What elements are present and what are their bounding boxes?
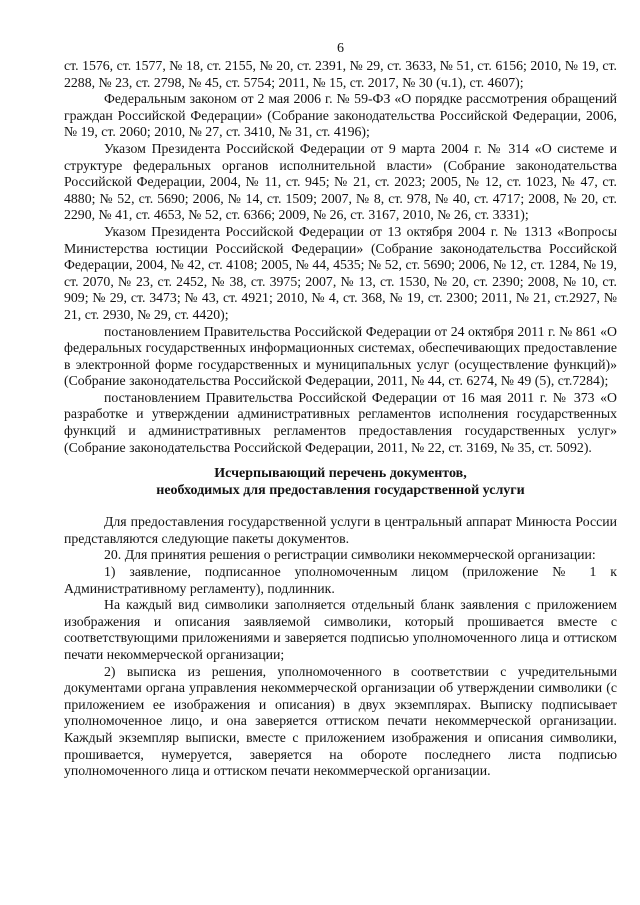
section-paragraph-subitem-2: 2) выписка из решения, уполномоченного в соответствии с учредительными документами органа управления некоммерческой организации об утверждении символики (с приложением ее изображения и описания) в двух экземплярах. Выписку подписывает уполномоченное лицо, и она заверяется оттиском печати некоммерческой организации. Каждый экземпляр выписки, вместе с приложением изображения и описания символики, прошивается, нумеруется, заверяется на обороте последнего листа подписью уполномоченного лица и оттиском печати некоммерческой организации. (64, 663, 617, 779)
document-body (64, 58, 617, 780)
legal-reference-paragraph: постановлением Правительства Российской Федерации от 24 октября 2011 г. № 861 «О федеральных государственных информационных системах, обеспечивающих предоставление в электронной форме государственных и муниципальных услуг (осуществление функций)» (Собрание законодательства Российской Федерации, 2011, № 44, ст. 6274, № 49 (5), ст.7284); (64, 323, 617, 389)
section-paragraph: На каждый вид символики заполняется отдельный бланк заявления с приложением изображения и описания заявляемой символики, который прошивается вместе с соответствующими приложениями и заверяется подписью уполномоченного лица и оттиском печати некоммерческой организации; (64, 597, 617, 662)
section-heading-line-2: необходимых для предоставления государственной услуги (156, 483, 525, 499)
section-heading-line-1: Исчерпывающий перечень документов, (214, 466, 467, 482)
section-paragraph: Для предоставления государственной услуги в центральный аппарат Минюста России представляются следующие пакеты документов. (64, 514, 617, 546)
legal-reference-paragraph: Указом Президента Российской Федерации от 13 октября 2004 г. № 1313 «Вопросы Министерства юстиции Российской Федерации» (Собрание законодательства Российской Федерации, 2004, № 42, ст. 4108; 2005, № 44, 4535; № 52, ст. 5690; 2006, № 12, ст. 1284, № 19, ст. 2070, № 23, ст. 2452, № 38, ст. 3975; 2007, № 13, ст. 1530, № 20, ст. 2390; 2008, № 10, ст. 909; № 29, ст. 3473; № 43, ст. 4921; 2010, № 4, ст. 368, № 19, ст. 2300; 2011, № 21, ст.2927, № 21, ст. 2930, № 29, ст. 4420); (64, 223, 617, 322)
section-paragraph-subitem-1: 1) заявление, подписанное уполномоченным лицом (приложение № 1 к Административному регламенту), подлинник. (64, 564, 617, 596)
section-paragraph-item-20: 20. Для принятия решения о регистрации символики некоммерческой организации: (104, 547, 596, 563)
page-number: 6 (337, 41, 344, 56)
section-heading (64, 465, 617, 499)
legal-reference-paragraph: Указом Президента Российской Федерации от 9 марта 2004 г. № 314 «О системе и структуре федеральных органов исполнительной власти» (Собрание законодательства Российской Федерации, 2004, № 11, ст. 945; № 21, ст. 2023; 2005, № 12, ст. 1023, № 47, ст. 4880; № 52, ст. 5690; 2006, № 14, ст. 1509; 2007, № 8, ст. 978, № 40, ст. 4717; 2008, № 20, ст. 2290, № 41, ст. 4653, № 52, ст. 6366; 2009, № 26, ст. 3167, 2010, № 26, ст. 3331); (64, 140, 617, 223)
legal-reference-paragraph: Федеральным законом от 2 мая 2006 г. № 59-ФЗ «О порядке рассмотрения обращений граждан Российской Федерации» (Собрание законодательства Российской Федерации, 2006, № 19, ст. 2060; 2010, № 27, ст. 3410, № 31, ст. 4196); (64, 91, 617, 140)
legal-reference-paragraph: ст. 1576, ст. 1577, № 18, ст. 2155, № 20, ст. 2391, № 29, ст. 3633, № 51, ст. 6156; 2010, № 19, ст. 2288, № 23, ст. 2798, № 45, ст. 5754; 2011, № 15, ст. 2017, № 30 (ч.1), ст. 4607); (64, 58, 617, 90)
legal-reference-paragraph: постановлением Правительства Российской Федерации от 16 мая 2011 г. № 373 «О разработке и утверждении административных регламентов исполнения государственных функций и административных регламентов предоставления государственных услуг» (Собрание законодательства Российской Федерации, 2011, № 22, ст. 3169, № 35, ст. 5092). (64, 389, 617, 455)
